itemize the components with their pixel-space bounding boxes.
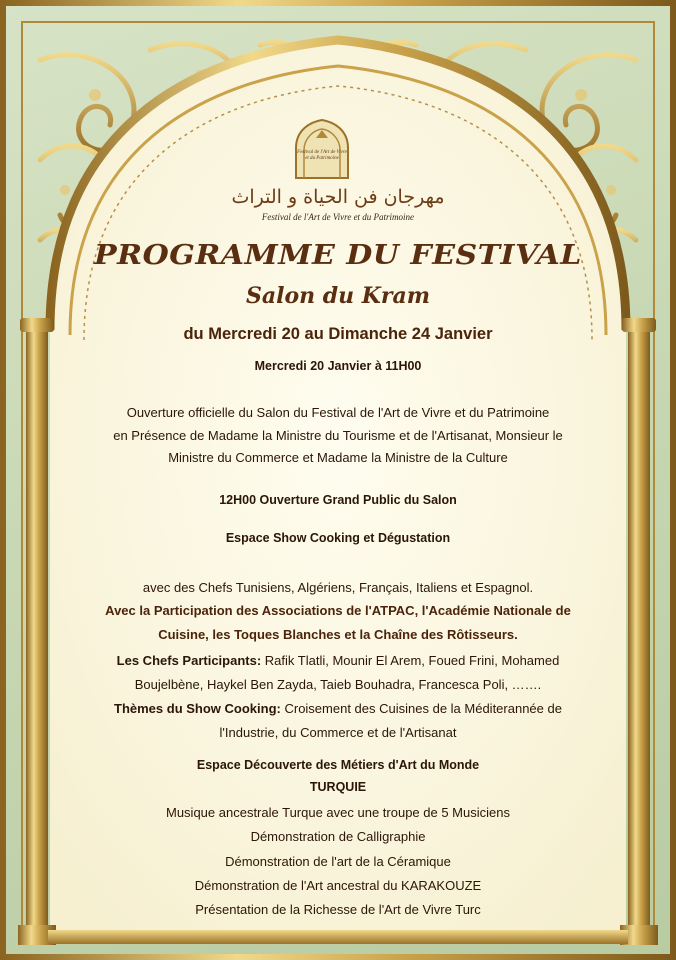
participants-label: Les Chefs Participants: [116, 653, 262, 668]
participants-line-1 [48, 648, 628, 673]
associations-line-1: Avec la Participation des Associations de l'ATPAC, l'Académie Nationale de [105, 603, 571, 618]
chefs-nationalities: avec des Chefs Tunisiens, Algériens, Français, Italiens et Espagnol. [142, 580, 534, 595]
discovery-item: Présentation de la Richesse de l'Art de Vivre Turc [195, 902, 481, 917]
page-title: PROGRAMME DU FESTIVAL [94, 239, 582, 272]
discovery-title: Espace Découverte des Métiers d'Art du Monde [196, 758, 480, 772]
festival-french-name: Festival de l'Art de Vivre et du Patrimoine [261, 212, 415, 222]
themes-text-1: Croisement des Cuisines de la Méditerannée de [280, 701, 562, 716]
opening-datetime: Mercredi 20 Janvier à 11H00 [254, 359, 422, 373]
poster-content [48, 0, 628, 960]
seal-caption: Festival de l'Art de Vivre et du Patrimoine [297, 150, 347, 161]
discovery-item: Démonstration de Calligraphie [250, 829, 426, 844]
public-opening: 12H00 Ouverture Grand Public du Salon [219, 493, 457, 507]
participants-names-1: Rafik Tlatli, Mounir El Arem, Foued Frini, Mohamed [261, 653, 560, 668]
festival-dates: du Mercredi 20 au Dimanche 24 Janvier [183, 325, 493, 343]
associations-line-2: Cuisine, les Toques Blanches et la Chaîne des Rôtisseurs. [158, 627, 518, 642]
show-cooking-title: Espace Show Cooking et Dégustation [225, 531, 451, 545]
opening-line-2: en Présence de Madame la Ministre du Tourisme et de l'Artisanat, Monsieur le [113, 428, 563, 443]
themes-label: Thèmes du Show Cooking: [114, 701, 281, 716]
festival-arabic-name: مهرجان فن الحياة و التراث [231, 186, 445, 208]
themes-line-1 [48, 696, 628, 721]
opening-line-3: Ministre du Commerce et Madame la Ministre de la Culture [168, 450, 508, 465]
discovery-country: TURQUIE [309, 780, 367, 794]
discovery-item: Musique ancestrale Turque avec une troupe de 5 Musiciens [166, 805, 510, 820]
discovery-item: Démonstration de l'Art ancestral du KARAKOUZE [194, 878, 482, 893]
opening-line-1: Ouverture officielle du Salon du Festival de l'Art de Vivre et du Patrimoine [126, 405, 550, 420]
themes-line-2: l'Industrie, du Commerce et de l'Artisanat [219, 725, 457, 740]
discovery-item: Démonstration de l'art de la Céramique [225, 854, 451, 869]
page-subtitle: Salon du Kram [245, 283, 431, 309]
participants-line-2: Boujelbène, Haykel Ben Zayda, Taieb Bouhadra, Francesca Poli, ……. [134, 677, 542, 692]
